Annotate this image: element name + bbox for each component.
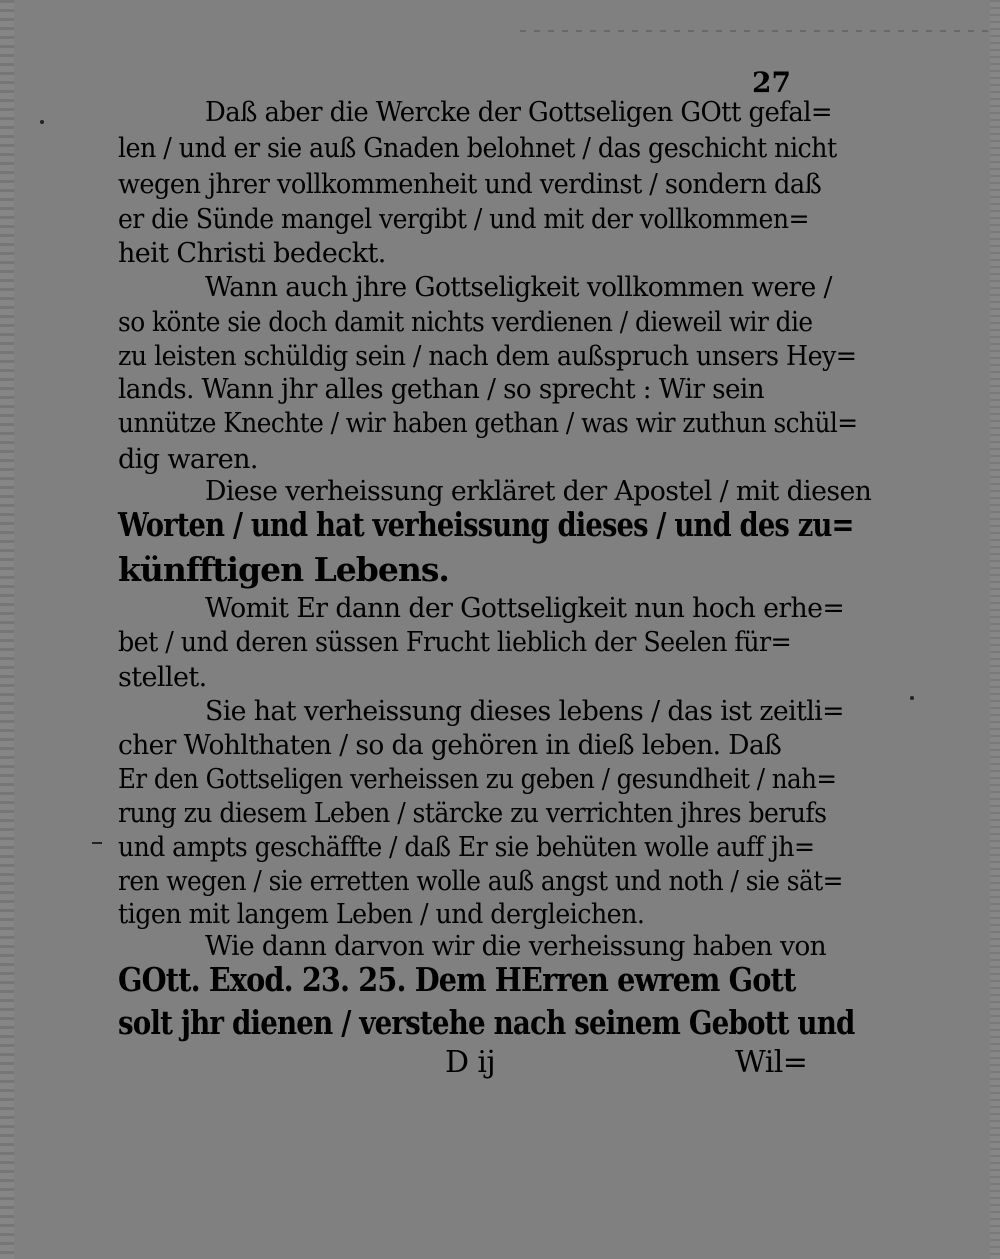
text-line: rung zu diesem Leben / stärcke zu verrichten jhres berufs bbox=[118, 798, 827, 829]
text-line: unnütze Knechte / wir haben gethan / was wir zuthun schül= bbox=[118, 408, 858, 439]
page-right-edge bbox=[990, 0, 1000, 1259]
text-line: tigen mit langem Leben / und dergleichen. bbox=[118, 899, 645, 930]
text-line: und ampts geschäffte / daß Er sie behüten wolle auff jh= bbox=[118, 832, 815, 863]
text-line: heit Christi bedeckt. bbox=[118, 238, 386, 269]
text-line: Wann auch jhre Gottseligkeit vollkommen were / bbox=[205, 272, 832, 303]
text-line: zu leisten schüldig sein / nach dem außspruch unsers Hey= bbox=[118, 341, 857, 372]
text-line: dig waren. bbox=[118, 444, 258, 475]
text-line: ren wegen / sie erretten wolle auß angst und noth / sie sät= bbox=[118, 866, 843, 897]
text-line: Sie hat verheissung dieses lebens / das ist zeitli= bbox=[205, 696, 844, 727]
text-line: bet / und deren süssen Frucht lieblich der Seelen für= bbox=[118, 627, 792, 658]
top-margin-mark bbox=[520, 30, 990, 32]
text-line: künfftigen Lebens. bbox=[118, 550, 449, 589]
text-line: Womit Er dann der Gottseligkeit nun hoch erhe= bbox=[205, 593, 845, 624]
text-line: lands. Wann jhr alles gethan / so sprecht : Wir sein bbox=[118, 374, 765, 405]
ink-speck bbox=[910, 696, 914, 700]
text-line: wegen jhrer vollkommenheit und verdinst / sondern daß bbox=[118, 169, 822, 200]
ink-speck bbox=[40, 120, 44, 124]
text-line: Daß aber die Wercke der Gottseligen GOtt gefal= bbox=[205, 97, 833, 128]
catchword: Wil= bbox=[735, 1045, 808, 1080]
text-line: Er den Gottseligen verheissen zu geben / gesundheit / nah= bbox=[118, 764, 837, 795]
text-line: Diese verheissung erkläret der Apostel / mit diesen bbox=[205, 476, 872, 507]
text-line: er die Sünde mangel vergibt / und mit der vollkommen= bbox=[118, 204, 809, 235]
text-line: solt jhr dienen / verstehe nach seinem Gebott und bbox=[118, 1003, 855, 1042]
page-number: 27 bbox=[752, 66, 791, 99]
text-line: Worten / und hat verheissung dieses / und des zu= bbox=[118, 505, 854, 544]
text-line: stellet. bbox=[118, 662, 207, 693]
text-line: len / und er sie auß Gnaden belohnet / das geschicht nicht bbox=[118, 133, 837, 164]
page-left-edge bbox=[0, 0, 14, 1259]
text-line: GOtt. Exod. 23. 25. Dem HErren ewrem Gott bbox=[118, 960, 796, 999]
text-line: so könte sie doch damit nichts verdienen / dieweil wir die bbox=[118, 307, 813, 338]
signature-mark: D ij bbox=[445, 1045, 496, 1080]
ink-speck bbox=[92, 842, 102, 844]
text-line: cher Wohlthaten / so da gehören in dieß leben. Daß bbox=[118, 730, 782, 761]
text-line: Wie dann darvon wir die verheissung haben von bbox=[205, 931, 827, 962]
